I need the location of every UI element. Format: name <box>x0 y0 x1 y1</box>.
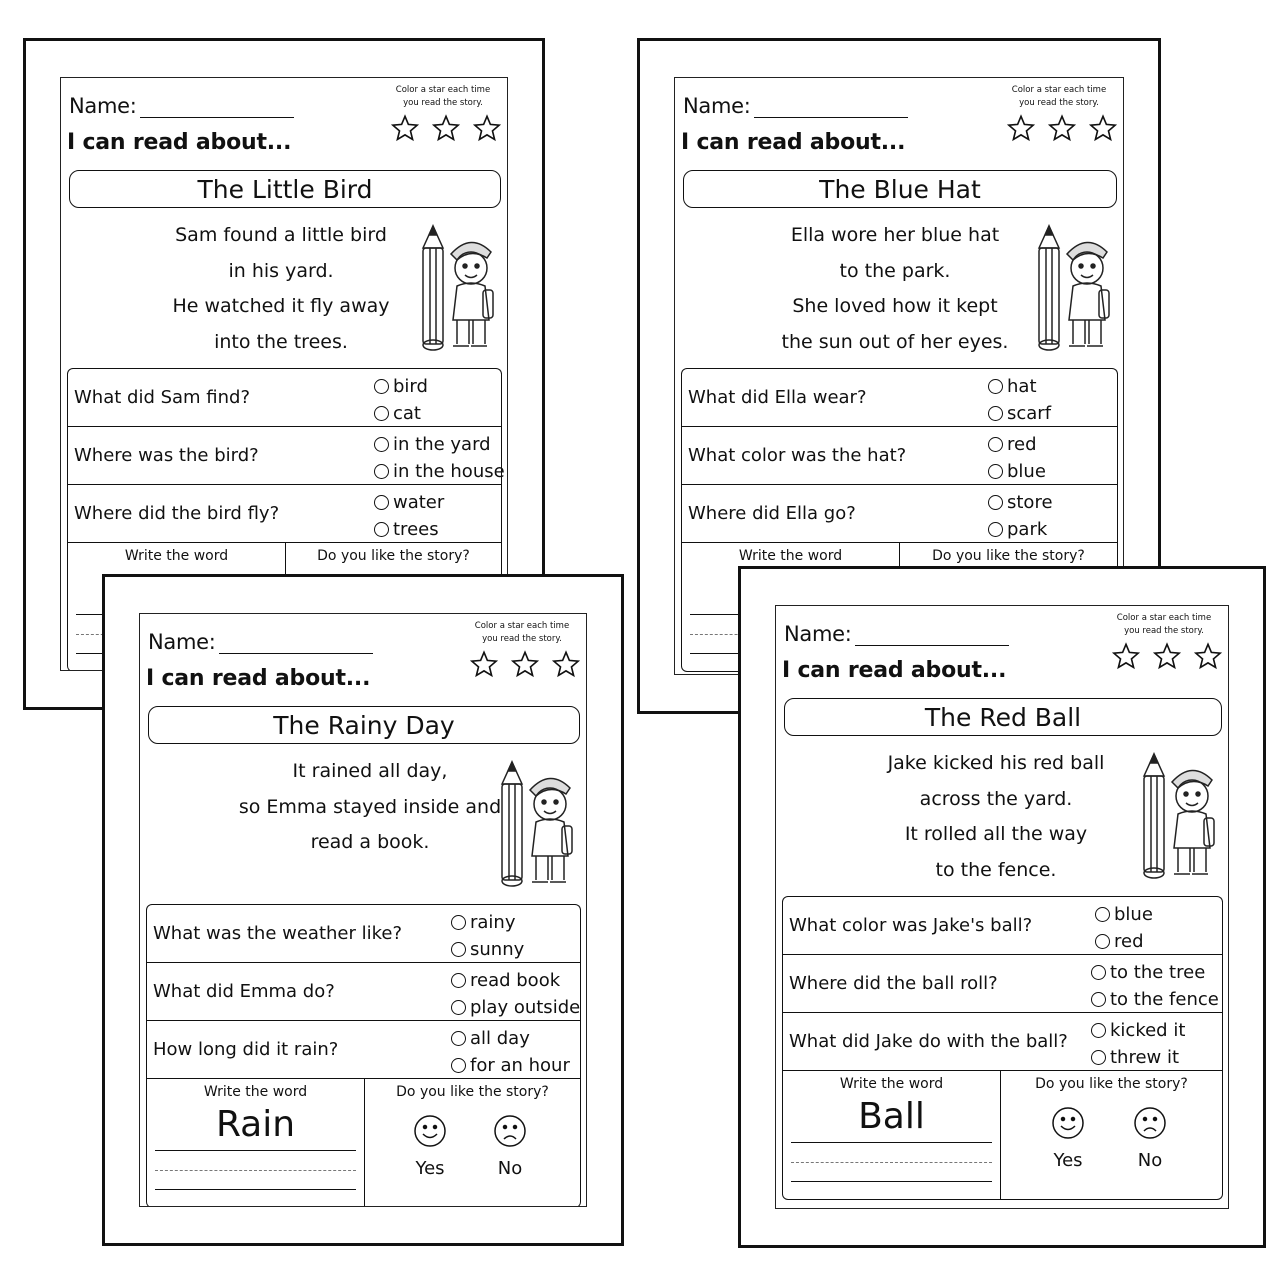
sad-face-icon[interactable] <box>1133 1106 1167 1140</box>
question-text: Where was the bird? <box>74 445 259 466</box>
can-read-heading: I can read about... <box>146 666 371 691</box>
star-icon <box>1048 114 1076 142</box>
star-icon <box>1112 642 1140 670</box>
question-text: What did Ella wear? <box>688 387 867 408</box>
stars <box>1112 642 1222 670</box>
happy-face-icon[interactable] <box>1051 1106 1085 1140</box>
star-note: Color a star each time you read the story. <box>1011 85 1107 108</box>
answer-option[interactable]: red <box>988 431 1046 458</box>
question-text: How long did it rain? <box>153 1039 339 1060</box>
answer-option[interactable]: blue <box>988 458 1046 485</box>
answer-option[interactable]: read book <box>451 967 580 994</box>
write-word-box <box>147 1078 365 1207</box>
radio-circle-icon[interactable] <box>374 495 389 510</box>
star-icon <box>552 650 580 678</box>
write-word-label: Write the word <box>738 548 843 564</box>
answer-options <box>1091 959 1219 1013</box>
answer-option[interactable]: sunny <box>451 936 524 963</box>
stars <box>470 650 580 678</box>
question-text: What did Emma do? <box>153 981 335 1002</box>
question-row <box>68 427 505 485</box>
radio-circle-icon[interactable] <box>451 1031 466 1046</box>
answer-options <box>988 489 1053 543</box>
question-row <box>783 955 1222 1013</box>
questions-table <box>67 368 505 543</box>
answer-option[interactable]: park <box>988 516 1053 543</box>
answer-options <box>451 967 580 1021</box>
radio-circle-icon[interactable] <box>988 464 1003 479</box>
answer-option[interactable]: in the house <box>374 458 505 485</box>
star-icon <box>1089 114 1117 142</box>
question-text: What color was Jake's ball? <box>789 915 1033 936</box>
story-title: The Rainy Day <box>148 706 580 744</box>
answer-option[interactable]: rainy <box>451 909 524 936</box>
answer-options <box>988 373 1051 427</box>
question-text: Where did the bird fly? <box>74 503 280 524</box>
stars <box>391 114 501 142</box>
answer-options <box>451 909 524 963</box>
star-icon <box>511 650 539 678</box>
answer-option[interactable]: trees <box>374 516 444 543</box>
question-row <box>682 427 1117 485</box>
answer-option[interactable]: bird <box>374 373 428 400</box>
write-word-label: Write the word <box>203 1084 308 1100</box>
radio-circle-icon[interactable] <box>374 406 389 421</box>
write-word-example: Ball <box>858 1096 925 1137</box>
worksheet-rainy-day <box>102 574 624 1246</box>
worksheet-red-ball <box>738 566 1266 1248</box>
worksheet-inner <box>775 605 1229 1209</box>
answer-option[interactable]: hat <box>988 373 1051 400</box>
story-text: It rained all day, so Emma stayed inside and read a book. <box>238 760 502 853</box>
star-icon <box>1153 642 1181 670</box>
like-story-box <box>365 1078 580 1207</box>
can-read-heading: I can read about... <box>67 130 292 155</box>
radio-circle-icon[interactable] <box>988 379 1003 394</box>
kid-with-pencil-icon <box>1029 224 1115 354</box>
radio-circle-icon[interactable] <box>1091 1050 1106 1065</box>
name-line <box>140 100 294 118</box>
like-story-label: Do you like the story? <box>396 1084 549 1100</box>
radio-circle-icon[interactable] <box>451 1058 466 1073</box>
name-line <box>754 100 908 118</box>
question-row <box>682 485 1117 543</box>
answer-options <box>374 489 444 543</box>
star-note: Color a star each time you read the story. <box>395 85 491 108</box>
stars <box>1007 114 1117 142</box>
question-text: What color was the hat? <box>688 445 907 466</box>
radio-circle-icon[interactable] <box>451 973 466 988</box>
question-text: What did Sam find? <box>74 387 251 408</box>
radio-circle-icon[interactable] <box>374 522 389 537</box>
like-story-label: Do you like the story? <box>932 548 1085 564</box>
write-word-label: Write the word <box>839 1076 944 1092</box>
story-title: The Little Bird <box>69 170 501 208</box>
story-text: Ella wore her blue hat to the park. She loved how it kept the sun out of her eyes. <box>781 224 1009 353</box>
answer-option[interactable]: for an hour <box>451 1052 570 1079</box>
answer-option[interactable]: play outside <box>451 994 580 1021</box>
star-icon <box>432 114 460 142</box>
answer-option[interactable]: store <box>988 489 1053 516</box>
question-text: Where did Ella go? <box>688 503 856 524</box>
answer-option[interactable]: threw it <box>1091 1044 1185 1071</box>
radio-circle-icon[interactable] <box>451 942 466 957</box>
name-row <box>148 630 373 654</box>
star-icon <box>470 650 498 678</box>
answer-options <box>451 1025 570 1079</box>
name-line <box>855 628 1009 646</box>
answer-options <box>988 431 1046 485</box>
radio-circle-icon[interactable] <box>374 437 389 452</box>
yes-label: Yes <box>415 1158 445 1179</box>
name-row <box>69 94 294 118</box>
name-line <box>219 636 373 654</box>
answer-options <box>1091 1017 1185 1071</box>
radio-circle-icon[interactable] <box>988 406 1003 421</box>
answer-option[interactable]: in the yard <box>374 431 505 458</box>
write-word-box <box>783 1070 1001 1199</box>
no-label: No <box>1137 1150 1163 1171</box>
story-title: The Blue Hat <box>683 170 1117 208</box>
question-text: What did Jake do with the ball? <box>789 1031 1068 1052</box>
star-icon <box>473 114 501 142</box>
question-row <box>68 369 501 427</box>
questions-table <box>681 368 1118 543</box>
name-row <box>683 94 908 118</box>
answer-option[interactable]: scarf <box>988 400 1051 427</box>
write-word-label: Write the word <box>124 548 229 564</box>
answer-option[interactable]: to the tree <box>1091 959 1219 986</box>
star-icon <box>1194 642 1222 670</box>
radio-circle-icon[interactable] <box>1095 934 1110 949</box>
question-row <box>68 485 501 543</box>
radio-circle-icon[interactable] <box>1091 1023 1106 1038</box>
answer-options <box>374 431 505 485</box>
question-row <box>783 1013 1222 1071</box>
story-title: The Red Ball <box>784 698 1222 736</box>
answer-options <box>374 373 428 427</box>
question-row <box>783 897 1222 955</box>
can-read-heading: I can read about... <box>782 658 1007 683</box>
radio-circle-icon[interactable] <box>374 379 389 394</box>
question-row <box>682 369 1117 427</box>
answer-option[interactable]: to the fence <box>1091 986 1219 1013</box>
star-icon <box>1007 114 1035 142</box>
radio-circle-icon[interactable] <box>451 1000 466 1015</box>
radio-circle-icon[interactable] <box>988 437 1003 452</box>
bottom-section <box>782 1070 1223 1200</box>
questions-table <box>146 904 581 1079</box>
answer-option[interactable]: red <box>1095 928 1153 955</box>
story-text: Jake kicked his red ball across the yard. It rolled all the way to the fence. <box>887 752 1105 881</box>
question-row <box>147 905 580 963</box>
answer-option[interactable]: all day <box>451 1025 570 1052</box>
answer-option[interactable]: water <box>374 489 444 516</box>
star-note: Color a star each time you read the story. <box>1116 613 1212 636</box>
kid-with-pencil-icon <box>413 224 499 354</box>
like-story-label: Do you like the story? <box>1035 1076 1188 1092</box>
answer-option[interactable]: blue <box>1095 901 1153 928</box>
story-text: Sam found a little bird in his yard. He watched it fly away into the trees. <box>172 224 390 353</box>
question-row <box>147 1021 580 1079</box>
question-text: What was the weather like? <box>153 923 403 944</box>
answer-option[interactable]: cat <box>374 400 428 427</box>
answer-options <box>1095 901 1153 955</box>
write-word-example: Rain <box>215 1104 296 1145</box>
question-text: Where did the ball roll? <box>789 973 998 994</box>
radio-circle-icon[interactable] <box>988 495 1003 510</box>
sad-face-icon[interactable] <box>493 1114 527 1148</box>
yes-label: Yes <box>1053 1150 1083 1171</box>
name-row <box>784 622 1009 646</box>
radio-circle-icon[interactable] <box>1095 907 1110 922</box>
kid-with-pencil-icon <box>492 760 578 890</box>
name-label: Name: <box>784 622 852 646</box>
answer-option[interactable]: kicked it <box>1091 1017 1185 1044</box>
question-row <box>147 963 580 1021</box>
name-label: Name: <box>69 94 137 118</box>
bottom-section <box>146 1078 581 1207</box>
name-label: Name: <box>683 94 751 118</box>
kid-with-pencil-icon <box>1134 752 1220 882</box>
name-label: Name: <box>148 630 216 654</box>
radio-circle-icon[interactable] <box>988 522 1003 537</box>
radio-circle-icon[interactable] <box>374 464 389 479</box>
like-story-box <box>1001 1070 1222 1199</box>
worksheet-inner <box>139 613 587 1207</box>
like-story-label: Do you like the story? <box>317 548 470 564</box>
happy-face-icon[interactable] <box>413 1114 447 1148</box>
star-note: Color a star each time you read the story. <box>474 621 570 644</box>
star-icon <box>391 114 419 142</box>
radio-circle-icon[interactable] <box>451 915 466 930</box>
questions-table <box>782 896 1223 1071</box>
radio-circle-icon[interactable] <box>1091 965 1106 980</box>
no-label: No <box>497 1158 523 1179</box>
can-read-heading: I can read about... <box>681 130 906 155</box>
radio-circle-icon[interactable] <box>1091 992 1106 1007</box>
